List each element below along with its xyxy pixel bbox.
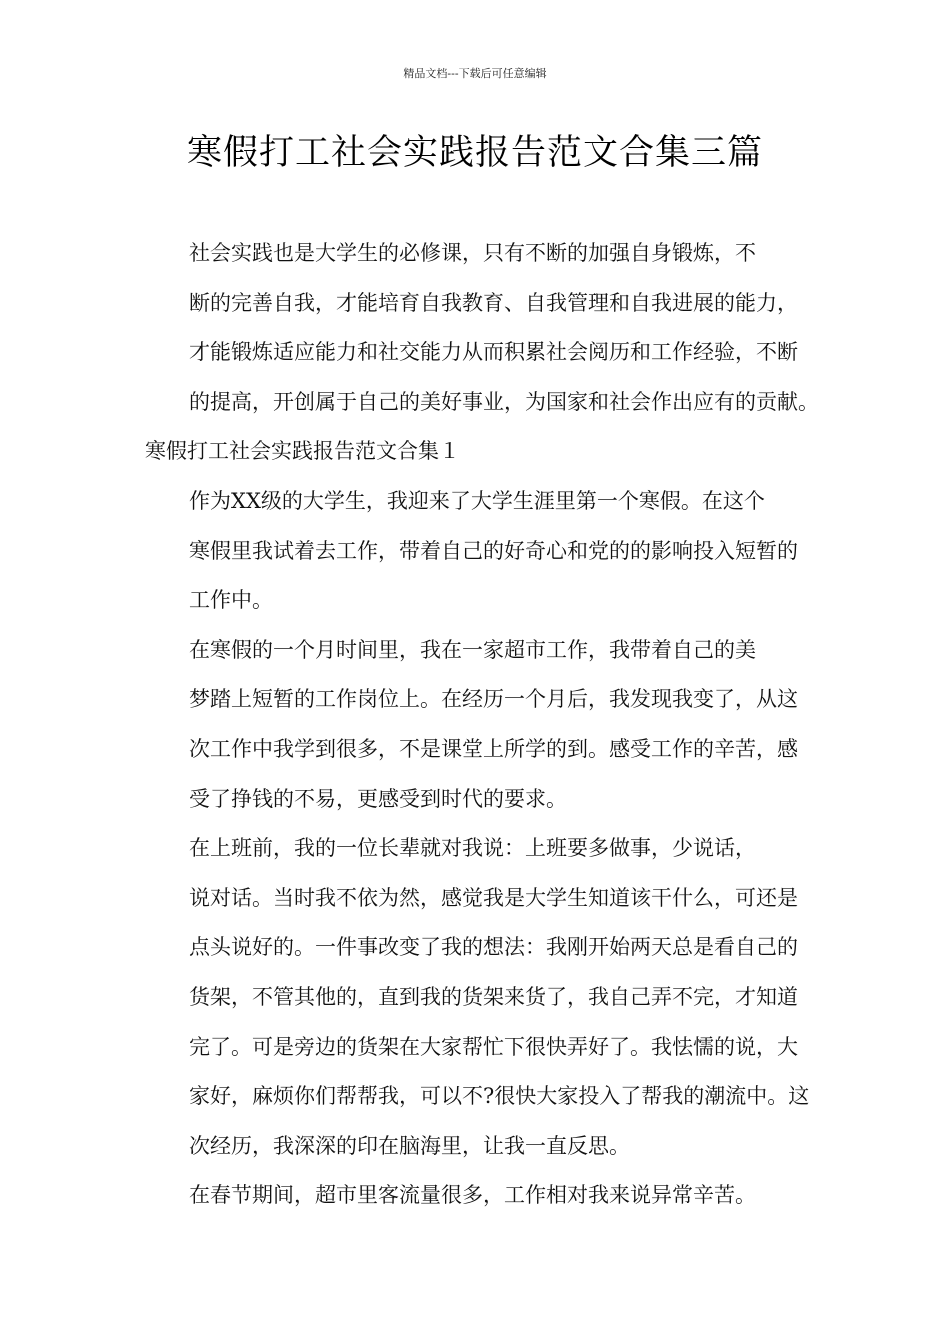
text-line: 梦踏上短暂的工作岗位上。在经历一个月后，我发现我变了，从这 <box>189 687 798 712</box>
text-line: 作为XX级的大学生，我迎来了大学生涯里第一个寒假。在这个 <box>189 488 765 513</box>
document-body <box>145 229 819 1221</box>
body-paragraph <box>145 626 811 824</box>
text-line: 在寒假的一个月时间里，我在一家超市工作，我带着自己的美 <box>189 637 756 662</box>
text-line: 家好，麻烦你们帮帮我，可以不?很快大家投入了帮我的潮流中。这 <box>189 1084 810 1109</box>
section-heading <box>145 427 811 477</box>
body-paragraph <box>145 824 811 1171</box>
text-line: 在春节期间，超市里客流量很多，工作相对我来说异常辛苦。 <box>189 1183 756 1208</box>
document-title: 寒假打工社会实践报告范文合集三篇 <box>186 133 763 173</box>
text-line: 次工作中我学到很多，不是课堂上所学的到。感受工作的辛苦，感 <box>189 736 798 761</box>
text-line: 说对话。当时我不依为然，感觉我是大学生知道该干什么，可还是 <box>189 885 798 910</box>
text-line: 的提高，开创属于自己的美好事业，为国家和社会作出应有的贡献。 <box>189 389 819 414</box>
header-note: 精品文档---下载后可任意编辑 <box>403 67 547 80</box>
text-line: 寒假里我试着去工作，带着自己的好奇心和党的的影响投入短暂的 <box>189 538 798 563</box>
text-line: 才能锻炼适应能力和社交能力从而积累社会阅历和工作经验，不断 <box>189 340 798 365</box>
text-line: 工作中。 <box>189 588 273 613</box>
body-paragraph <box>145 1171 811 1221</box>
text-line: 在上班前，我的一位长辈就对我说：上班要多做事，少说话， <box>189 836 756 861</box>
body-paragraph <box>145 229 819 427</box>
text-line: 货架，不管其他的，直到我的货架来货了，我自己弄不完，才知道 <box>189 984 798 1009</box>
text-line: 次经历，我深深的印在脑海里，让我一直反思。 <box>189 1133 630 1158</box>
text-line: 社会实践也是大学生的必修课，只有不断的加强自身锻炼，不 <box>189 241 756 265</box>
text-line: 受了挣钱的不易，更感受到时代的要求。 <box>189 786 567 811</box>
text-line: 完了。可是旁边的货架在大家帮忙下很快弄好了。我怯懦的说，大 <box>189 1034 798 1059</box>
text-line: 寒假打工社会实践报告范文合集１ <box>145 439 460 464</box>
text-line: 断的完善自我，才能培育自我教育、自我管理和自我进展的能力， <box>189 290 798 315</box>
body-paragraph <box>145 477 811 626</box>
text-line: 点头说好的。一件事改变了我的想法：我刚开始两天总是看自己的 <box>189 935 798 960</box>
